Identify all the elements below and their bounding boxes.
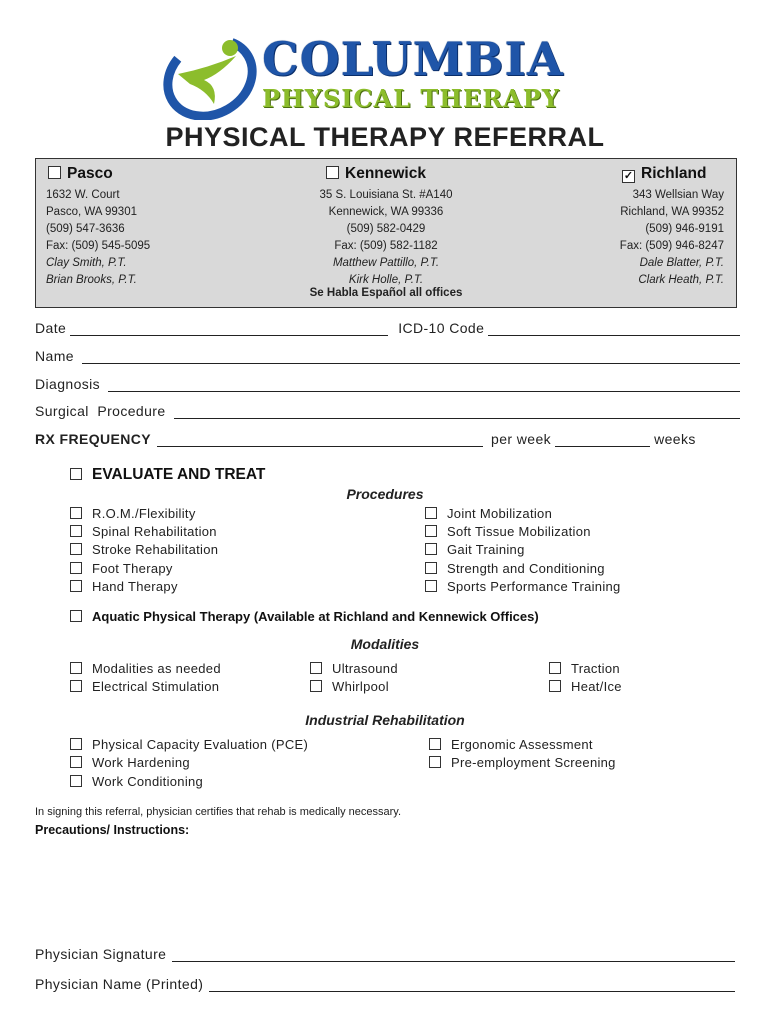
offices-panel — [35, 158, 737, 308]
procedure-label: Joint Mobilization — [447, 506, 553, 521]
checkbox[interactable] — [70, 662, 82, 674]
procedure-label: Sports Performance Training — [447, 579, 621, 594]
office-city: Pasco, WA 99301 — [46, 206, 137, 218]
checkbox[interactable] — [549, 662, 561, 674]
precautions-area[interactable] — [35, 842, 735, 937]
modality-option[interactable] — [549, 679, 622, 694]
precautions-label: Precautions/ Instructions: — [35, 823, 190, 837]
logo-swoosh-icon — [160, 28, 265, 120]
language-note: Se Habla Español all offices — [309, 287, 463, 299]
office-phone: (509) 547-3636 — [46, 223, 125, 235]
office-pasco-name: Pasco — [67, 165, 113, 182]
procedure-label: R.O.M./Flexibility — [92, 506, 196, 521]
procedure-option[interactable] — [70, 579, 178, 594]
procedure-label: Foot Therapy — [92, 561, 173, 576]
industrial-heading: Industrial Rehabilitation — [305, 712, 465, 728]
aquatic-checkbox[interactable] — [70, 610, 82, 622]
modality-label: Ultrasound — [332, 661, 398, 676]
procedure-label: Spinal Rehabilitation — [92, 524, 217, 539]
procedure-option[interactable] — [70, 542, 218, 557]
diagnosis-row — [35, 376, 740, 392]
aquatic-therapy-option[interactable] — [70, 609, 539, 624]
office-pasco-checkbox[interactable] — [48, 166, 61, 179]
industrial-label: Work Conditioning — [92, 774, 204, 789]
per-week-label: per week — [491, 431, 552, 447]
modality-label: Electrical Stimulation — [92, 679, 220, 694]
procedure-option[interactable] — [70, 524, 217, 539]
procedure-option[interactable] — [70, 506, 196, 521]
office-pasco-info — [46, 187, 150, 289]
procedure-option[interactable] — [425, 524, 591, 539]
printed-name-label: Physician Name (Printed) — [35, 976, 204, 992]
aquatic-label: Aquatic Physical Therapy (Available at Richland and Kennewick Offices) — [92, 609, 539, 624]
diagnosis-field[interactable] — [108, 377, 740, 392]
industrial-label: Physical Capacity Evaluation (PCE) — [92, 737, 309, 752]
industrial-label: Pre-employment Screening — [451, 755, 616, 770]
office-pasco-header[interactable] — [48, 165, 113, 183]
office-phone: (509) 582-0429 — [346, 223, 426, 235]
office-phone: (509) 946-9191 — [645, 223, 724, 235]
surgical-label: Surgical Procedure — [35, 403, 166, 419]
office-kennewick-checkbox[interactable] — [326, 166, 339, 179]
procedure-label: Hand Therapy — [92, 579, 178, 594]
office-therapist: Dale Blatter, P.T. — [639, 257, 724, 269]
procedure-option[interactable] — [425, 579, 621, 594]
evaluate-label: EVALUATE AND TREAT — [92, 466, 266, 483]
checkbox[interactable] — [310, 662, 322, 674]
procedure-option[interactable] — [425, 542, 525, 557]
procedure-label: Gait Training — [447, 542, 525, 557]
page-title: PHYSICAL THERAPY REFERRAL — [165, 122, 605, 152]
industrial-label: Work Hardening — [92, 755, 190, 770]
checkbox[interactable] — [425, 562, 437, 574]
procedure-option[interactable] — [70, 561, 173, 576]
modality-option[interactable] — [70, 661, 221, 676]
office-address: 1632 W. Court — [46, 189, 120, 201]
evaluate-checkbox[interactable] — [70, 468, 82, 480]
office-fax: Fax: (509) 946-8247 — [619, 240, 724, 252]
checkbox[interactable] — [70, 680, 82, 692]
evaluate-and-treat-option[interactable] — [70, 466, 265, 484]
checkbox[interactable] — [425, 525, 437, 537]
industrial-option[interactable] — [70, 737, 308, 752]
office-city: Kennewick, WA 99336 — [328, 206, 444, 218]
industrial-option[interactable] — [429, 737, 593, 752]
office-therapist: Matthew Pattillo, P.T. — [332, 257, 440, 269]
office-fax: Fax: (509) 545-5095 — [46, 240, 151, 252]
office-richland-name: Richland — [641, 165, 707, 182]
modality-label: Whirlpool — [332, 679, 389, 694]
rx-frequency-label: RX FREQUENCY — [35, 431, 152, 447]
office-address: 35 S. Louisiana St. #A140 — [319, 189, 453, 201]
surgical-row — [35, 403, 740, 419]
signature-row — [35, 946, 735, 962]
office-therapist: Brian Brooks, P.T. — [46, 274, 137, 286]
modality-label: Traction — [571, 661, 620, 676]
name-field[interactable] — [82, 349, 740, 364]
office-richland-checkbox[interactable]: ✓ — [623, 170, 634, 182]
office-fax: Fax: (509) 582-1182 — [334, 240, 438, 252]
checkbox[interactable] — [425, 543, 437, 555]
checkbox[interactable] — [70, 775, 82, 787]
checkbox[interactable] — [70, 543, 82, 555]
logo-wordmark: COLUMBIA — [262, 32, 564, 86]
checkbox[interactable] — [429, 738, 441, 750]
procedure-label: Stroke Rehabilitation — [92, 542, 219, 557]
procedures-heading: Procedures — [346, 486, 424, 502]
printed-name-field[interactable] — [209, 977, 735, 992]
weeks-label: weeks — [654, 431, 696, 447]
diagnosis-label: Diagnosis — [35, 376, 101, 392]
checkbox[interactable] — [425, 507, 437, 519]
office-therapist: Kirk Holle, P.T. — [348, 274, 424, 286]
industrial-option[interactable] — [70, 755, 190, 770]
logo-subtitle: PHYSICAL THERAPY — [262, 84, 560, 113]
industrial-option[interactable] — [70, 774, 203, 789]
checkbox[interactable] — [70, 580, 82, 592]
checkbox[interactable] — [70, 756, 82, 768]
procedure-option[interactable] — [425, 506, 552, 521]
office-kennewick-header[interactable] — [326, 165, 426, 183]
date-label: Date — [35, 320, 67, 336]
modality-label: Heat/Ice — [571, 679, 622, 694]
date-field[interactable] — [70, 321, 388, 336]
checkbox[interactable] — [425, 580, 437, 592]
printed-name-row — [35, 976, 735, 992]
weeks-field[interactable] — [555, 432, 650, 447]
office-address: 343 Wellsian Way — [632, 189, 724, 201]
surgical-field[interactable] — [174, 404, 740, 419]
office-therapist: Clark Heath, P.T. — [638, 274, 724, 286]
modality-option[interactable] — [70, 679, 219, 694]
name-label: Name — [35, 348, 74, 364]
procedure-label: Soft Tissue Mobilization — [447, 524, 591, 539]
checkbox[interactable] — [70, 562, 82, 574]
office-kennewick-info — [266, 187, 506, 289]
rx-frequency-field[interactable] — [157, 432, 483, 447]
office-city: Richland, WA 99352 — [620, 206, 724, 218]
office-richland-info — [484, 187, 724, 289]
modality-option[interactable] — [310, 679, 389, 694]
modalities-heading: Modalities — [350, 636, 420, 652]
checkbox[interactable] — [429, 756, 441, 768]
checkbox[interactable] — [70, 738, 82, 750]
certification-note: In signing this referral, physician certifies that rehab is medically necessary. — [35, 806, 402, 818]
icd-label: ICD-10 Code — [398, 320, 485, 336]
rx-frequency-row — [35, 431, 740, 447]
checkbox[interactable] — [70, 507, 82, 519]
modality-label: Modalities as needed — [92, 661, 221, 676]
modality-option[interactable] — [310, 661, 398, 676]
industrial-label: Ergonomic Assessment — [451, 737, 593, 752]
icd-field[interactable] — [488, 321, 740, 336]
office-therapist: Clay Smith, P.T. — [46, 257, 127, 269]
office-kennewick-name: Kennewick — [345, 165, 426, 182]
industrial-option[interactable] — [429, 755, 616, 770]
checkbox[interactable] — [549, 680, 561, 692]
procedure-label: Strength and Conditioning — [447, 561, 605, 576]
date-row — [35, 320, 740, 336]
name-row — [35, 348, 740, 364]
checkbox[interactable] — [70, 525, 82, 537]
signature-field[interactable] — [172, 947, 735, 962]
modality-option[interactable] — [549, 661, 620, 676]
signature-label: Physician Signature — [35, 946, 167, 962]
checkbox[interactable] — [310, 680, 322, 692]
procedure-option[interactable] — [425, 561, 605, 576]
office-richland-header[interactable] — [622, 165, 706, 183]
